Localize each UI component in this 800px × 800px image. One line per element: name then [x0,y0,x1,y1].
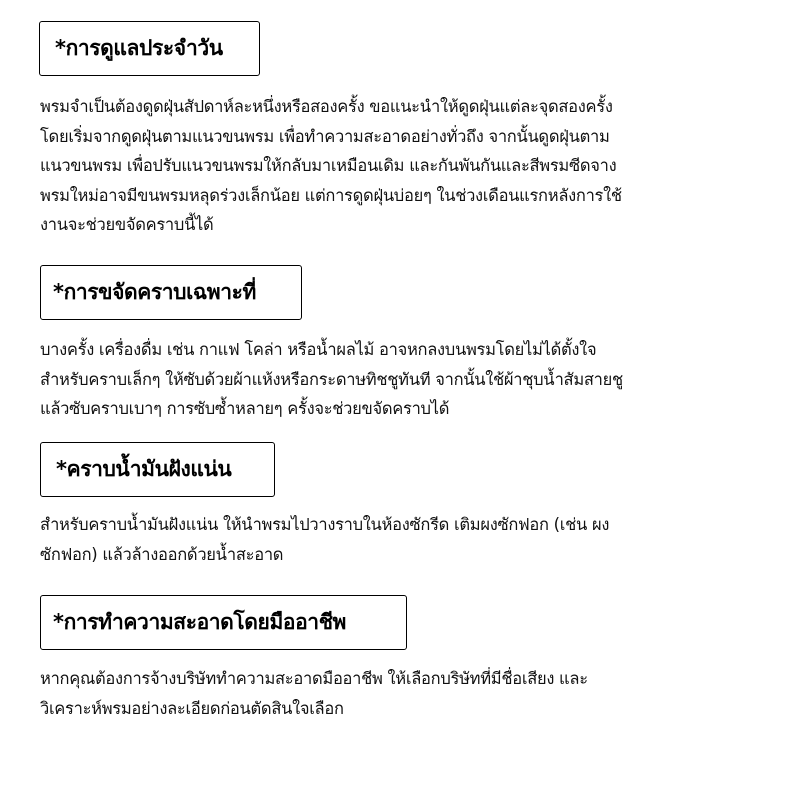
paragraph-line: โดยเริ่มจากดูดฝุ่นตามแนวขนพรม เพื่อทำความสะอาดอย่างทั่วถึง จากนั้นดูดฝุ่นตาม [40,126,610,146]
heading-professional-cleaning [40,595,407,650]
paragraph-line: วิเคราะห์พรมอย่างละเอียดก่อนตัดสินใจเลือก [40,698,344,718]
paragraph-spot-cleaning [40,335,740,424]
paragraph-oil-stains [40,510,740,569]
paragraph-line: บางครั้ง เครื่องดื่ม เช่น กาแฟ โคล่า หรือน้ำผลไม้ อาจหกลงบนพรมโดยไม่ได้ตั้งใจ [40,340,597,359]
paragraph-line: พรมจำเป็นต้องดูดฝุ่นสัปดาห์ละหนึ่งหรือสองครั้ง ขอแนะนำให้ดูดฝุ่นแต่ละจุดสองครั้ง [40,97,613,116]
paragraph-professional-cleaning [40,664,740,723]
paragraph-line: สำหรับคราบเล็กๆ ให้ซับด้วยผ้าแห้งหรือกระดาษทิชชูทันที จากนั้นใช้ผ้าชุบน้ำสัมสายชู [40,369,623,389]
heading-daily-care [39,21,260,76]
paragraph-line: ซักฟอก) แล้วล้างออกด้วยน้ำสะอาด [40,544,284,564]
paragraph-line: แล้วซับคราบเบาๆ การซับซ้ำหลายๆ ครั้งจะช่วยขจัดคราบได้ [40,399,450,418]
paragraph-line: แนวขนพรม เพื่อปรับแนวขนพรมให้กลับมาเหมือนเดิม และกันพันกันและสีพรมซีดจาง [40,156,617,175]
paragraph-line: สำหรับคราบน้ำมันฝังแน่น ให้นำพรมไปวางราบในห้องซักรีด เติมผงซักฟอก (เช่น ผง [40,515,610,534]
heading-daily-care-text: *การดูแลประจำวัน [55,36,223,60]
heading-spot-cleaning-text: *การขจัดคราบเฉพาะที่ [53,280,256,304]
heading-oil-stains-text: *คราบน้ำมันฝังแน่น [56,457,232,481]
heading-spot-cleaning [40,265,302,320]
heading-oil-stains [40,442,275,497]
paragraph-line: งานจะช่วยขจัดคราบนี้ได้ [40,215,214,234]
paragraph-line: พรมใหม่อาจมีขนพรมหลุดร่วงเล็กน้อย แต่การดูดฝุ่นบ่อยๆ ในช่วงเดือนแรกหลังการใช้ [40,185,622,205]
paragraph-daily-care [40,92,740,240]
heading-professional-cleaning-text: *การทำความสะอาดโดยมืออาชีพ [53,610,346,634]
paragraph-line: หากคุณต้องการจ้างบริษัททำความสะอาดมืออาชีพ ให้เลือกบริษัทที่มีชื่อเสียง และ [40,669,588,688]
